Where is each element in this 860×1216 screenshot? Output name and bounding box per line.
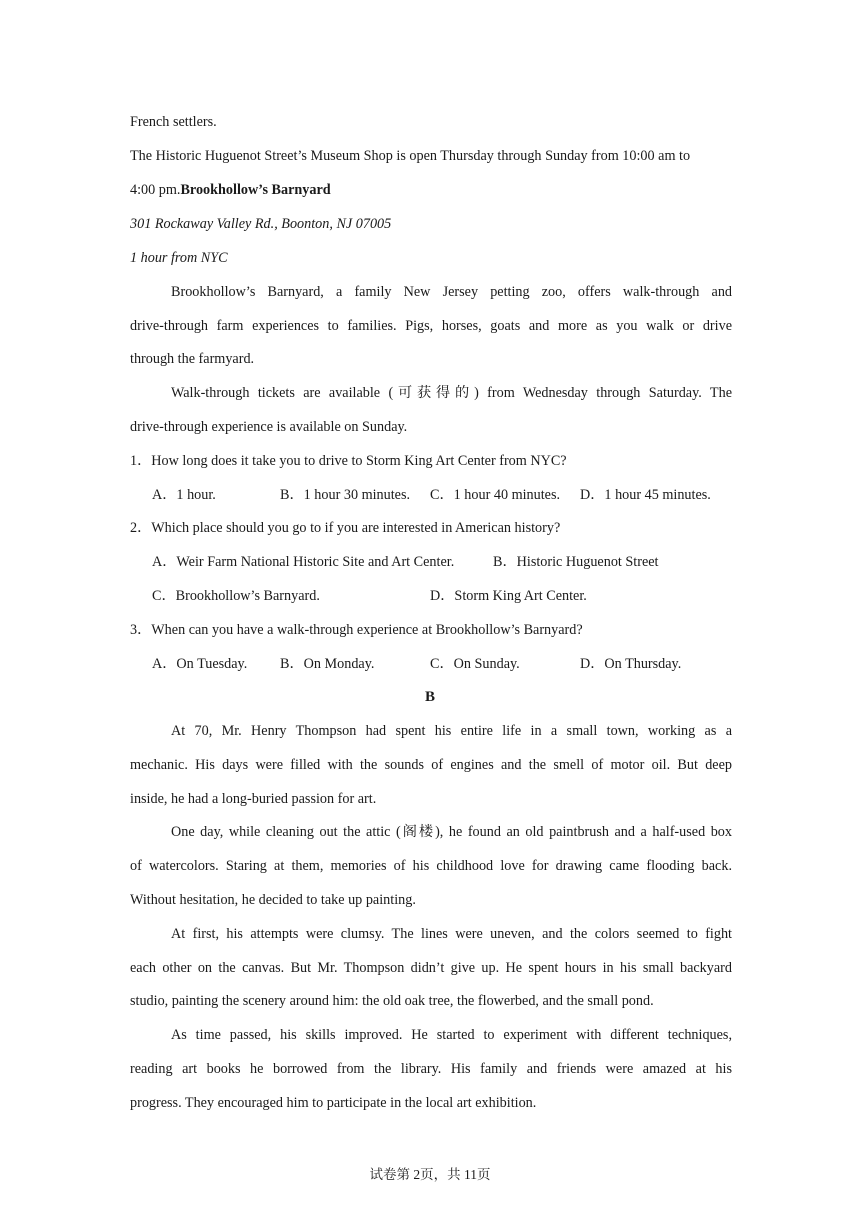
option-d: D．On Thursday. xyxy=(580,656,682,672)
text-line: mechanic. His days were filled with the sounds of engines and the smell of motor oil. But deep xyxy=(130,757,732,773)
text-line: reading art books he borrowed from the library. His family and friends were amazed at his xyxy=(130,1061,732,1077)
text-line: drive-through farm experiences to families. Pigs, horses, goats and more as you walk or drive xyxy=(130,318,732,334)
text-line: Brookhollow’s Barnyard, a family New Jersey petting zoo, offers walk-through and xyxy=(171,284,732,300)
venue-distance: 1 hour from NYC xyxy=(130,250,228,266)
text-line: studio, painting the scenery around him: the old oak tree, the flowerbed, and the small pond. xyxy=(130,993,654,1009)
text-line: Walk-through tickets are available (可获得的) from Wednesday through Saturday. The xyxy=(171,385,732,401)
text-line: The Historic Huguenot Street’s Museum Shop is open Thursday through Sunday from 10:00 am to xyxy=(130,148,691,164)
option-b: B．On Monday. xyxy=(280,656,375,672)
text-line: of watercolors. Staring at them, memories of his childhood love for drawing came flooding back. xyxy=(130,858,732,874)
question-stem: 3．When can you have a walk-through experience at Brookhollow’s Barnyard? xyxy=(130,622,583,638)
text-line: Without hesitation, he decided to take up painting. xyxy=(130,892,416,908)
venue-address: 301 Rockaway Valley Rd., Boonton, NJ 07005 xyxy=(130,216,392,232)
text-line: inside, he had a long-buried passion for art. xyxy=(130,791,377,807)
text-line: progress. They encouraged him to participate in the local art exhibition. xyxy=(130,1095,537,1111)
text-line: French settlers. xyxy=(130,114,217,130)
option-c: C．1 hour 40 minutes. xyxy=(430,487,561,503)
text-line: As time passed, his skills improved. He started to experiment with different techniques, xyxy=(171,1027,732,1043)
option-c: C．On Sunday. xyxy=(430,656,520,672)
text-line: through the farmyard. xyxy=(130,351,255,367)
option-d: D．1 hour 45 minutes. xyxy=(580,487,711,503)
option-b: B．1 hour 30 minutes. xyxy=(280,487,411,503)
option-a: A．On Tuesday. xyxy=(152,656,248,672)
option-a: A．Weir Farm National Historic Site and Art Center. xyxy=(152,554,455,570)
page-footer: 试卷第 2页，共 11页 xyxy=(369,1167,491,1182)
option-d: D．Storm King Art Center. xyxy=(430,588,587,604)
section-heading: B xyxy=(424,689,435,705)
question-stem: 1．How long does it take you to drive to Storm King Art Center from NYC? xyxy=(130,453,567,469)
text-run: 4:00 pm. xyxy=(130,182,181,198)
text-line: each other on the canvas. But Mr. Thompson didn’t give up. He spent hours in his small backyard xyxy=(130,960,732,976)
text-line xyxy=(130,180,732,200)
text-line: At 70, Mr. Henry Thompson had spent his entire life in a small town, working as a xyxy=(171,723,732,739)
text-line: One day, while cleaning out the attic (阁楼), he found an old paintbrush and a half-used box xyxy=(171,824,732,840)
text-line: drive-through experience is available on Sunday. xyxy=(130,419,408,435)
option-b: B．Historic Huguenot Street xyxy=(493,554,659,570)
option-c: C．Brookhollow’s Barnyard. xyxy=(152,588,320,604)
question-stem: 2．Which place should you go to if you are interested in American history? xyxy=(130,520,561,536)
venue-title: Brookhollow’s Barnyard xyxy=(180,182,331,198)
option-a: A．1 hour. xyxy=(152,487,216,503)
text-line: At first, his attempts were clumsy. The lines were uneven, and the colors seemed to fight xyxy=(171,926,732,942)
